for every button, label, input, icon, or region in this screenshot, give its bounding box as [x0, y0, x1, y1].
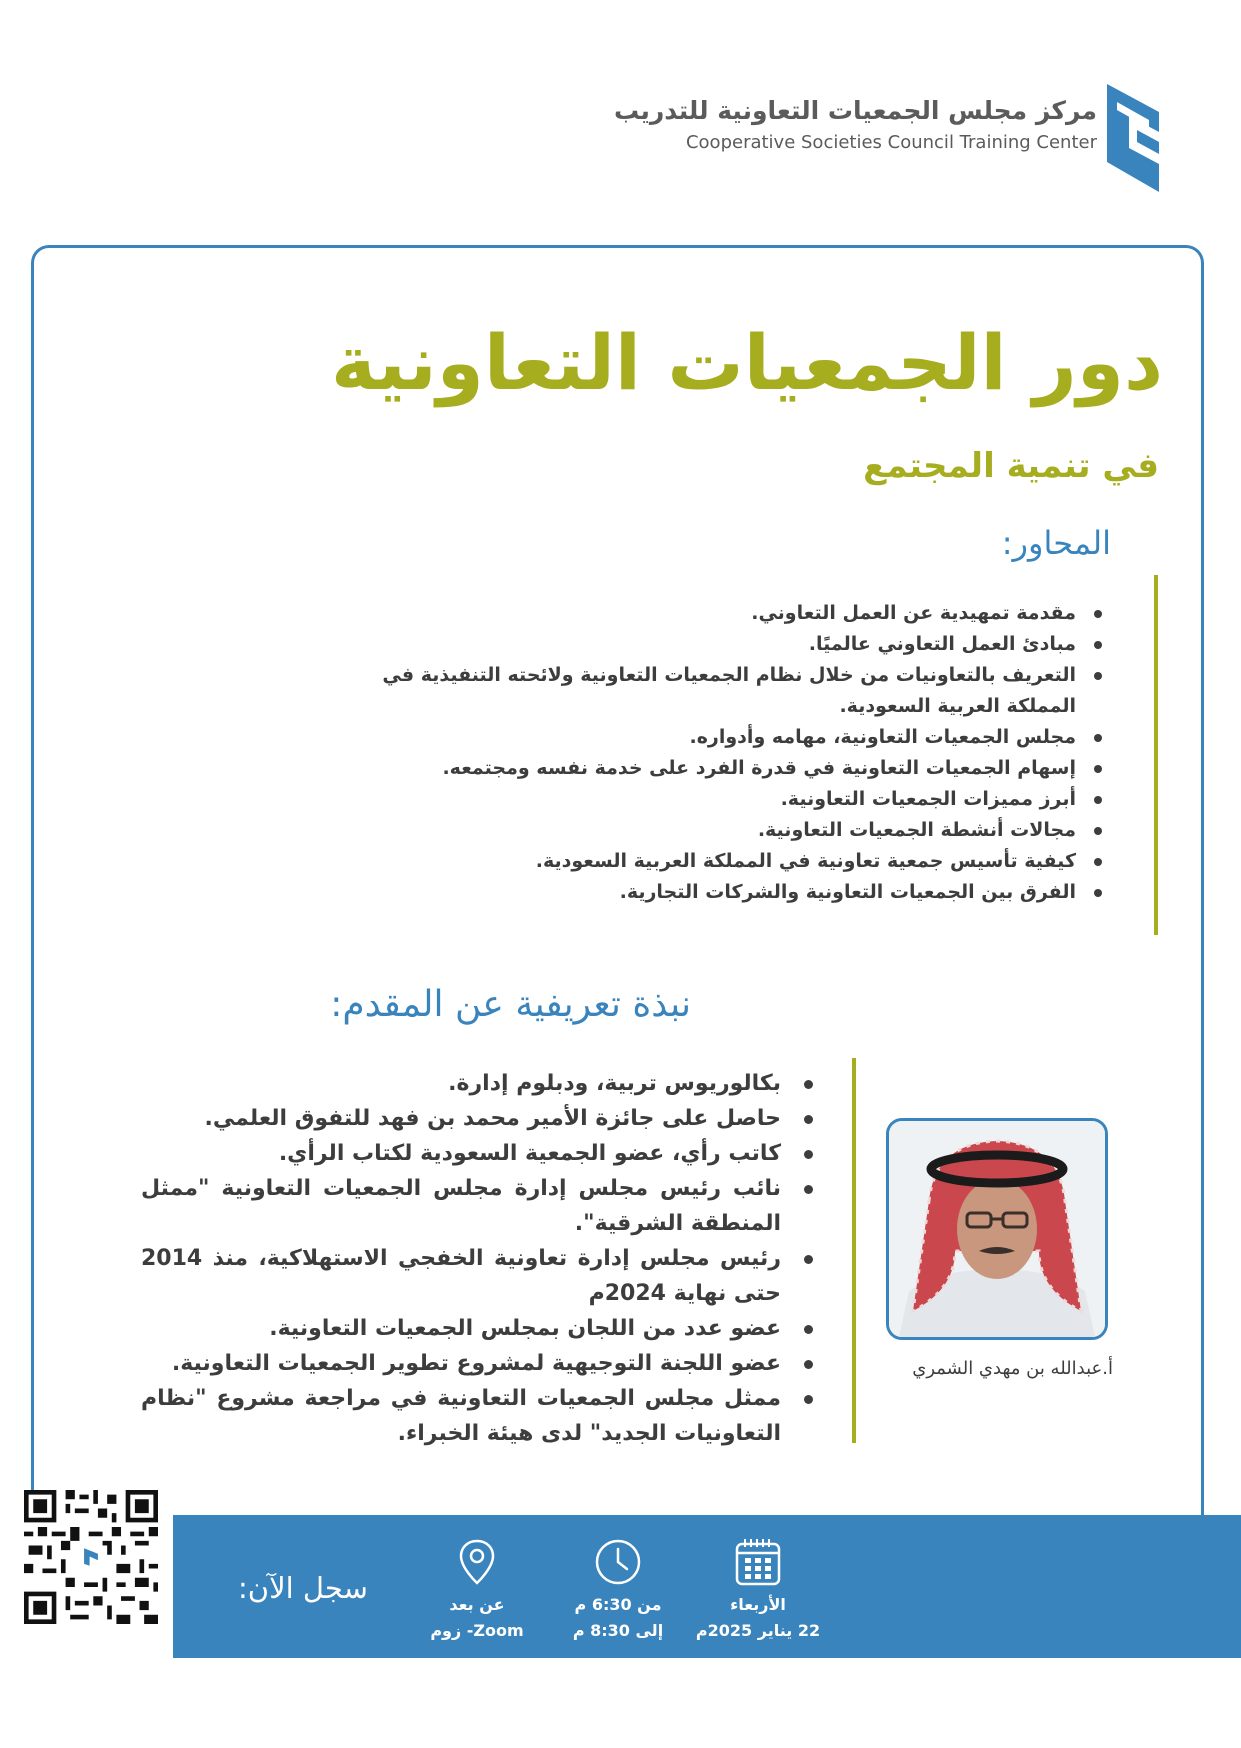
- event-location: [402, 1538, 552, 1644]
- list-item: كاتب رأي، عضو الجمعية السعودية لكتاب الرأي.: [141, 1136, 781, 1171]
- list-item: بكالوريوس تربية، ودبلوم إدارة.: [141, 1066, 781, 1101]
- list-item: مبادئ العمل التعاوني عالميًا.: [336, 629, 1076, 660]
- presenter-portrait-icon: [889, 1121, 1105, 1337]
- event-day: الأربعاء: [730, 1595, 786, 1614]
- presenter-photo: [886, 1118, 1108, 1340]
- location-pin-icon: [457, 1538, 497, 1586]
- list-item: رئيس مجلس إدارة تعاونية الخفجي الاستهلاكية، منذ 2014 حتى نهاية 2024م: [141, 1241, 781, 1311]
- axes-divider: [1154, 575, 1158, 935]
- calendar-icon: [735, 1538, 781, 1586]
- list-item: نائب رئيس مجلس إدارة مجلس الجمعيات التعاونية "ممثل المنطقة الشرقية".: [141, 1171, 781, 1241]
- list-item: مقدمة تمهيدية عن العمل التعاوني.: [336, 598, 1076, 629]
- list-item: إسهام الجمعيات التعاونية في قدرة الفرد على خدمة نفسه ومجتمعه.: [336, 753, 1076, 784]
- org-logo: [614, 84, 1159, 194]
- event-date: [683, 1538, 833, 1644]
- axes-heading: المحاور:: [1001, 524, 1111, 562]
- list-item: كيفية تأسيس جمعية تعاونية في المملكة العربية السعودية.: [336, 846, 1076, 877]
- list-item: عضو عدد من اللجان بمجلس الجمعيات التعاونية.: [141, 1311, 781, 1346]
- bio-list: [141, 1066, 781, 1451]
- org-name-english: Cooperative Societies Council Training Center: [685, 132, 1097, 153]
- list-item: عضو اللجنة التوجيهية لمشروع تطوير الجمعيات التعاونية.: [141, 1346, 781, 1381]
- presenter-name: أ.عبدالله بن مهدي الشمري: [912, 1358, 1113, 1379]
- list-item: التعريف بالتعاونيات من خلال نظام الجمعيات التعاونية ولائحته التنفيذية في المملكة العربية السعودية.: [336, 660, 1076, 722]
- page-subtitle: في تنمية المجتمع: [863, 446, 1159, 486]
- page-title: دور الجمعيات التعاونية: [331, 318, 1163, 407]
- event-location-mode: عن بعد: [449, 1595, 505, 1614]
- list-item: الفرق بين الجمعيات التعاونية والشركات التجارية.: [336, 877, 1076, 908]
- list-item: مجلس الجمعيات التعاونية، مهامه وأدواره.: [336, 722, 1076, 753]
- event-location-platform: Zoom- زوم: [430, 1621, 524, 1640]
- logo-mark-icon: [1107, 84, 1159, 192]
- event-time-from: من 6:30 م: [574, 1595, 662, 1614]
- register-now-label[interactable]: سجل الآن:: [238, 1571, 368, 1605]
- list-item: ممثل مجلس الجمعيات التعاونية في مراجعة مشروع "نظام التعاونيات الجديد" لدى هيئة الخبراء.: [141, 1381, 781, 1451]
- list-item: مجالات أنشطة الجمعيات التعاونية.: [336, 815, 1076, 846]
- list-item: حاصل على جائزة الأمير محمد بن فهد للتفوق العلمي.: [141, 1101, 781, 1136]
- event-time-to: إلى 8:30 م: [572, 1621, 664, 1640]
- event-date-text: 22 يناير 2025م: [695, 1621, 821, 1640]
- event-time: [543, 1538, 693, 1644]
- qr-code-icon[interactable]: [24, 1490, 158, 1624]
- clock-icon: [594, 1538, 642, 1586]
- bio-divider: [852, 1058, 856, 1443]
- org-name-arabic: مركز مجلس الجمعيات التعاونية للتدريب: [614, 96, 1097, 125]
- bio-heading: نبذة تعريفية عن المقدم:: [330, 984, 691, 1025]
- list-item: أبرز مميزات الجمعيات التعاونية.: [336, 784, 1076, 815]
- axes-list: [336, 598, 1076, 908]
